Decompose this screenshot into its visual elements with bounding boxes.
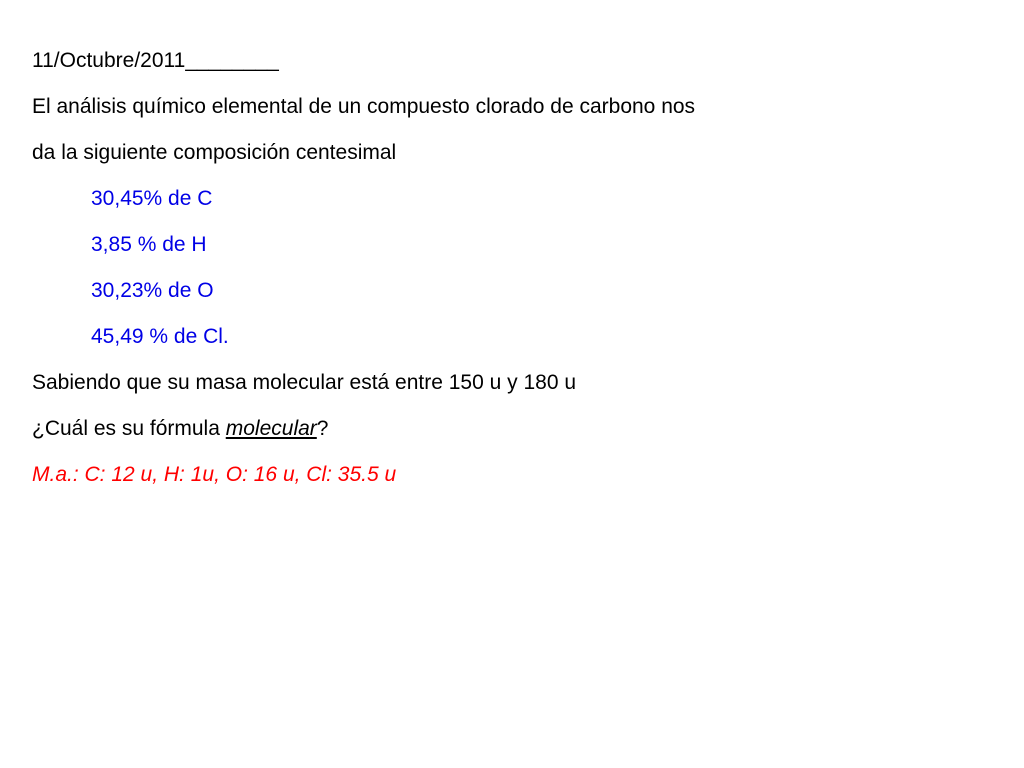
question-prefix: ¿Cuál es su fórmula: [32, 417, 226, 440]
atomic-masses: M.a.: C: 12 u, H: 1u, O: 16 u, Cl: 35.5 u: [32, 463, 397, 486]
composition-oxygen: 30,23% de O: [91, 279, 214, 302]
intro-line-2: da la siguiente composición centesimal: [32, 141, 397, 164]
composition-chlorine: 45,49 % de Cl.: [91, 325, 229, 348]
question-line: [32, 416, 328, 442]
question-suffix: ?: [316, 417, 329, 440]
composition-hydrogen: 3,85 % de H: [91, 233, 207, 256]
intro-line-1: El análisis químico elemental de un compuesto clorado de carbono nos: [32, 95, 696, 118]
question-emphasis: molecular: [225, 417, 317, 440]
composition-carbon: 30,45% de C: [91, 187, 213, 210]
date-line: 11/Octubre/2011________: [32, 49, 279, 72]
mass-statement: Sabiendo que su masa molecular está entre 150 u y 180 u: [32, 371, 577, 394]
